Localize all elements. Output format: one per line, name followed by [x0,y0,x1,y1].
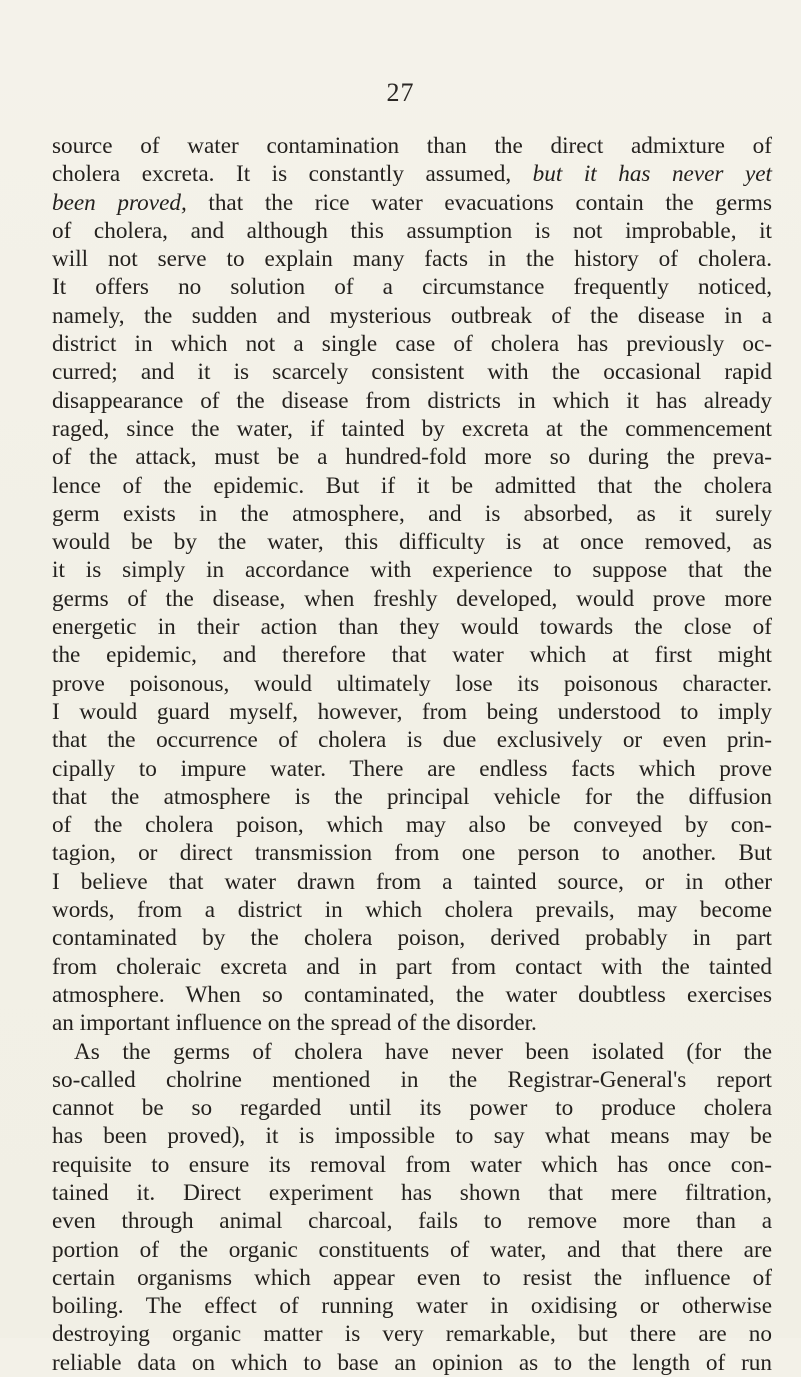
text-line: of the cholera poison, which may also be conveyed by con- [52,812,772,839]
text-line: destroying organic matter is very remarkable, but there are no [52,1321,772,1348]
text-line: will not serve to explain many facts in the history of cholera. [52,246,772,273]
text-line: As the germs of cholera have never been isolated (for the [74,1038,772,1065]
text-line: cholera excreta. It is constantly assumed, but it has never yet [52,161,772,188]
text-line: cannot be so regarded until its power to produce cholera [52,1095,772,1122]
text-line: certain organisms which appear even to resist the influence of [52,1264,772,1291]
text-line: source of water contamination than the direct admixture of [52,133,772,159]
text-line: disappearance of the disease from districts in which it has already [52,387,772,414]
text-line: requisite to ensure its removal from water which has once con- [52,1151,772,1178]
text-line: It offers no solution of a circumstance frequently noticed, [52,274,772,301]
text-line: atmosphere. When so contaminated, the water doubtless exercises [52,981,772,1008]
text-line: I would guard myself, however, from being understood to imply [52,698,772,725]
text-line: boiling. The effect of running water in oxidising or otherwise [52,1293,772,1320]
text-line: reliable data on which to base an opinion as to the length of run [52,1349,772,1376]
text-line: contaminated by the cholera poison, derived probably in part [52,925,772,952]
text-line: of the attack, must be a hundred-fold more so during the preva- [52,444,772,471]
text-line: germ exists in the atmosphere, and is absorbed, as it surely [52,500,772,527]
text-line: portion of the organic constituents of water, and that there are [52,1236,772,1263]
body-text [52,132,772,1377]
text-line: that the occurrence of cholera is due exclusively or even prin- [52,727,772,754]
text-line: lence of the epidemic. But if it be admitted that the cholera [52,472,772,499]
text-line: that the atmosphere is the principal vehicle for the diffusion [52,783,772,810]
text-line: namely, the sudden and mysterious outbreak of the disease in a [52,302,772,329]
text-line: I believe that water drawn from a tainted source, or in other [52,868,772,895]
text-line: been proved, that the rice water evacuations contain the germs [52,189,772,216]
text-line: district in which not a single case of cholera has previously oc- [52,331,772,358]
text-line: would be by the water, this difficulty is at once removed, as [52,529,772,556]
text-line: prove poisonous, would ultimately lose its poisonous character. [52,670,772,697]
text-line: from choleraic excreta and in part from contact with the tainted [52,953,772,980]
text-line: energetic in their action than they would towards the close of [52,614,772,641]
text-line: tained it. Direct experiment has shown that mere filtration, [52,1179,772,1206]
text-line: an important influence on the spread of the disorder. [52,1010,537,1037]
text-line: raged, since the water, if tainted by excreta at the commencement [52,415,772,442]
italic-text: but it has never yet [532,161,772,188]
text-line: the epidemic, and therefore that water which at first might [52,642,772,669]
text-line: words, from a district in which cholera prevails, may become [52,897,772,924]
italic-text: been proved, [52,189,187,216]
text-line: so-called cholrine mentioned in the Registrar-General's report [52,1066,772,1093]
text-line: germs of the disease, when freshly developed, would prove more [52,585,772,612]
text-line: even through animal charcoal, fails to remove more than a [52,1208,772,1235]
text-line: it is simply in accordance with experience to suppose that the [52,557,772,584]
text-line: cipally to impure water. There are endless facts which prove [52,755,772,782]
text-line: tagion, or direct transmission from one person to another. But [52,840,772,867]
text-line: of cholera, and although this assumption is not improbable, it [52,217,772,244]
page-number: 27 [386,78,415,107]
text-line: has been proved), it is impossible to say what means may be [52,1123,772,1150]
text-line: curred; and it is scarcely consistent with the occasional rapid [52,359,772,386]
